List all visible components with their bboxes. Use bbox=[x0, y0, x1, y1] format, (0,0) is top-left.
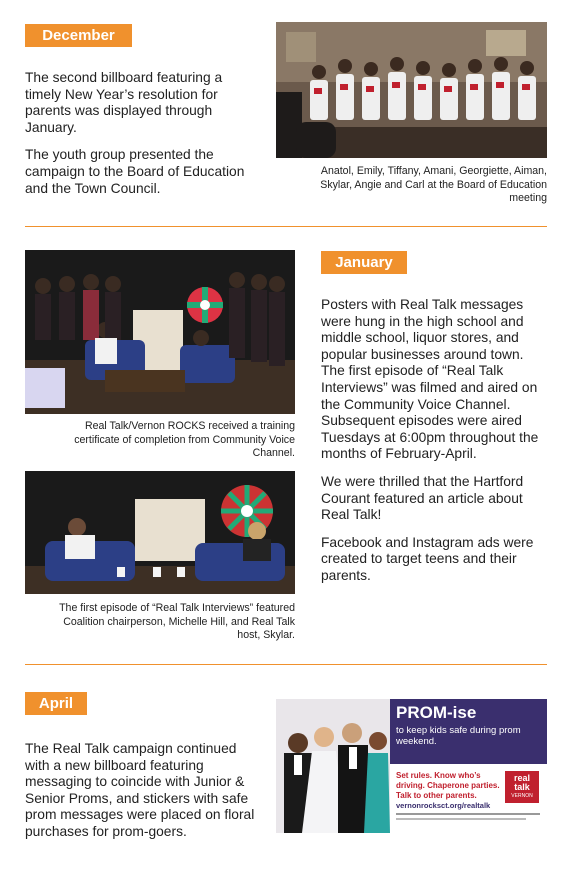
prom-couples-photo bbox=[276, 699, 390, 833]
april-text bbox=[25, 741, 257, 852]
january-paragraph: Facebook and Instagram ads were created to target teens and their parents. bbox=[321, 534, 534, 583]
december-text bbox=[25, 70, 250, 208]
prom-subtitle: to keep kids safe during prom weekend. bbox=[396, 725, 521, 747]
real-talk-interviews-photo bbox=[25, 471, 295, 594]
section-divider bbox=[25, 664, 547, 665]
fine-print-line bbox=[396, 818, 526, 820]
april-paragraph: The Real Talk campaign continued with a new billboard featuring messaging to coincide with Junior & Senior Proms, and stickers with safe prom messages were placed on floral purchases for prom-goers. bbox=[25, 741, 255, 839]
real-talk-logo bbox=[505, 771, 539, 803]
january-text bbox=[321, 297, 543, 596]
january-section-label: January bbox=[321, 251, 407, 274]
logo-line: real bbox=[513, 773, 530, 783]
december-paragraph: The youth group presented the campaign to the Board of Education and the Town Council. bbox=[25, 147, 245, 196]
december-paragraph: The second billboard featuring a timely New Year’s resolution for parents was displayed through January. bbox=[25, 70, 223, 135]
section-divider bbox=[25, 226, 547, 227]
board-of-education-photo bbox=[276, 22, 547, 158]
logo-line: VERNON bbox=[511, 793, 533, 799]
logo-line: talk bbox=[514, 782, 530, 792]
training-certificate-photo bbox=[25, 250, 295, 414]
prom-url: vernonrocksct.org/realtalk bbox=[396, 801, 491, 810]
prom-billboard bbox=[276, 699, 547, 833]
prom-title: PROM-ise bbox=[396, 703, 477, 722]
january-paragraph: We were thrilled that the Hartford Courant featured an article about Real Talk! bbox=[321, 473, 524, 523]
interviews-photo-caption: The first episode of “Real Talk Interviews” featured Coalition chairperson, Michelle Hill, and Real Talk host, Skylar. bbox=[59, 602, 295, 642]
training-photo-caption: Real Talk/Vernon ROCKS received a training certificate of completion from Community Voice Channel. bbox=[74, 420, 295, 460]
april-section-label: April bbox=[25, 692, 87, 715]
prom-tips: Set rules. Know who’s driving. Chaperone parties. Talk to other parents. bbox=[396, 771, 500, 800]
prom-title-panel bbox=[390, 699, 547, 764]
december-photo-caption: Anatol, Emily, Tiffany, Amani, Georgiette, Aiman, Skylar, Angie and Carl at the Board of Education meeting bbox=[320, 165, 547, 205]
december-section-label: December bbox=[25, 24, 132, 47]
fine-print-line bbox=[396, 813, 540, 815]
january-paragraph: Posters with Real Talk messages were hung in the high school and middle school, liquor stores, and popular businesses around town. The first episode of “Real Talk Interviews” was filmed and aired on the Community Voice Channel. Subsequent episodes were aired Tuesdays at 6:00pm throughout the months of February-April. bbox=[321, 297, 539, 462]
